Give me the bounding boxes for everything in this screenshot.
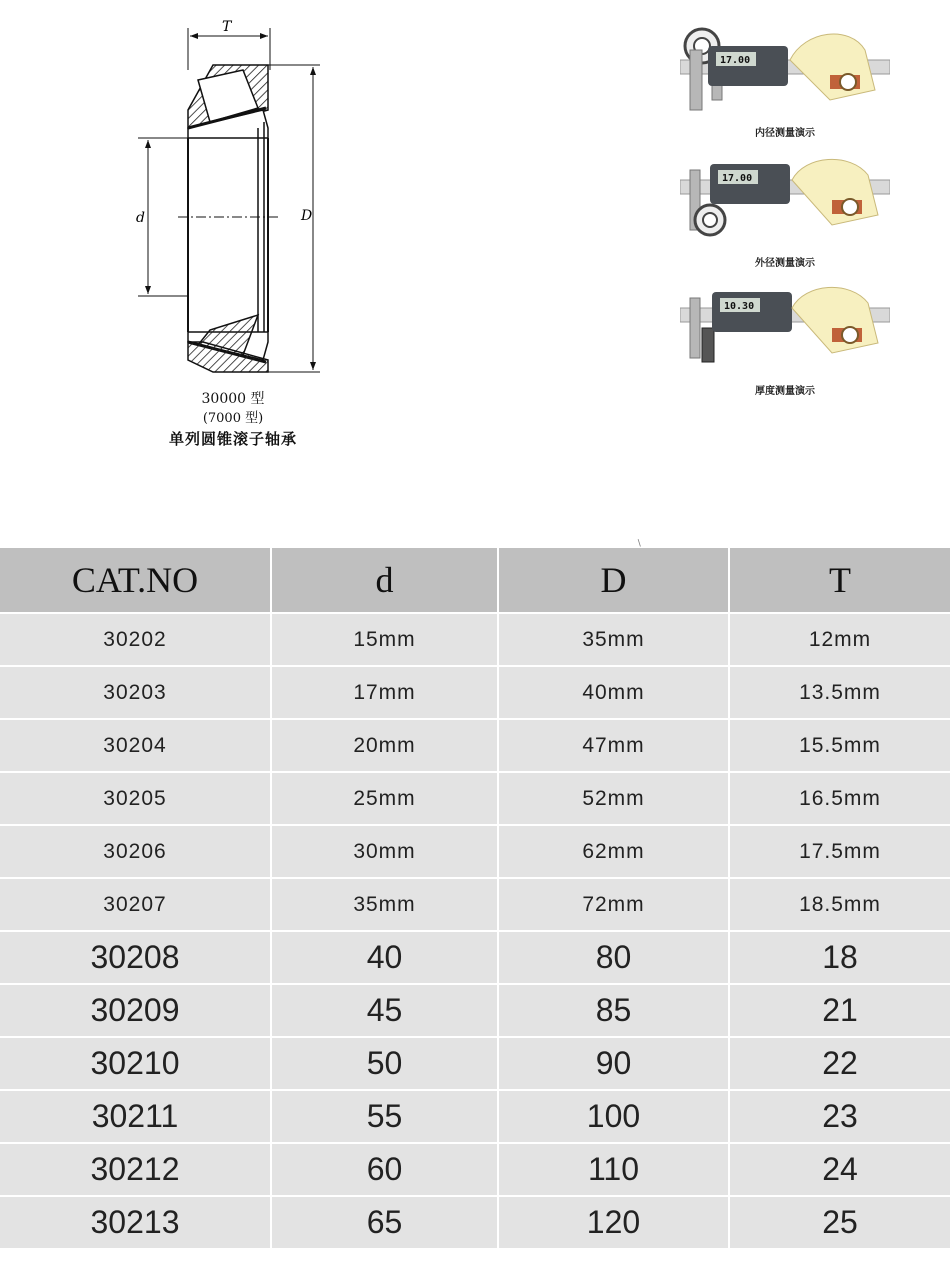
cell-T: 17.5mm: [729, 825, 950, 878]
table-row: [0, 825, 950, 878]
cell-T: 16.5mm: [729, 772, 950, 825]
cell-cat-no: 30204: [0, 719, 271, 772]
cell-T: 18: [729, 931, 950, 984]
table-row: [0, 984, 950, 1037]
cell-T: 15.5mm: [729, 719, 950, 772]
dim-D-label: D: [301, 208, 313, 224]
cell-cat-no: 30205: [0, 772, 271, 825]
header-cat-no: CAT.NO: [0, 548, 271, 613]
table-row: [0, 719, 950, 772]
cell-d: 40: [271, 931, 498, 984]
cell-d: 30mm: [271, 825, 498, 878]
cell-D: 52mm: [498, 772, 729, 825]
caliper-image: [680, 20, 890, 120]
cell-cat-no: 30206: [0, 825, 271, 878]
bearing-type-caption: 30000 型: [201, 391, 265, 407]
header-D: D: [498, 548, 729, 613]
cell-D: 110: [498, 1143, 729, 1196]
cell-D: 85: [498, 984, 729, 1037]
cell-T: 18.5mm: [729, 878, 950, 931]
header-d: d: [271, 548, 498, 613]
cell-d: 55: [271, 1090, 498, 1143]
cell-cat-no: 30209: [0, 984, 271, 1037]
caliper-reading: 17.00: [720, 55, 751, 66]
cell-cat-no: 30213: [0, 1196, 271, 1249]
cell-d: 35mm: [271, 878, 498, 931]
cell-T: 13.5mm: [729, 666, 950, 719]
header-T: T: [729, 548, 950, 613]
inner-diameter-demo: [680, 20, 890, 139]
cell-d: 25mm: [271, 772, 498, 825]
table-row: [0, 1037, 950, 1090]
cell-D: 120: [498, 1196, 729, 1249]
cell-cat-no: 30208: [0, 931, 271, 984]
cell-cat-no: 30202: [0, 613, 271, 666]
caliper-image: [680, 278, 890, 378]
bearing-spec-table: [0, 548, 950, 1250]
cell-D: 47mm: [498, 719, 729, 772]
inner-diameter-label: 内径测量演示: [755, 128, 815, 139]
cell-T: 23: [729, 1090, 950, 1143]
caliper-reading: 17.00: [722, 173, 753, 184]
table-row: [0, 1143, 950, 1196]
cell-T: 24: [729, 1143, 950, 1196]
caliper-reading: 10.30: [724, 301, 755, 312]
cell-D: 100: [498, 1090, 729, 1143]
table-row: [0, 772, 950, 825]
cell-d: 45: [271, 984, 498, 1037]
cell-d: 15mm: [271, 613, 498, 666]
cell-cat-no: 30210: [0, 1037, 271, 1090]
outer-diameter-demo: [680, 150, 890, 269]
cell-D: 40mm: [498, 666, 729, 719]
cell-D: 90: [498, 1037, 729, 1090]
cell-D: 80: [498, 931, 729, 984]
cell-d: 20mm: [271, 719, 498, 772]
table-row: [0, 666, 950, 719]
table-row: [0, 878, 950, 931]
cell-d: 17mm: [271, 666, 498, 719]
stray-mark: ∖: [636, 538, 642, 548]
table-row: [0, 1090, 950, 1143]
table-row: [0, 931, 950, 984]
cell-T: 25: [729, 1196, 950, 1249]
dim-d-label: d: [136, 210, 145, 226]
table-row: [0, 613, 950, 666]
bearing-name-caption: 单列圆锥滚子轴承: [168, 431, 297, 448]
caliper-image: [680, 150, 890, 250]
thickness-label: 厚度测量演示: [755, 386, 815, 397]
cell-cat-no: 30211: [0, 1090, 271, 1143]
cell-cat-no: 30207: [0, 878, 271, 931]
cell-T: 21: [729, 984, 950, 1037]
thickness-demo: [680, 278, 890, 397]
cell-T: 12mm: [729, 613, 950, 666]
table-header-row: [0, 548, 950, 613]
cell-cat-no: 30212: [0, 1143, 271, 1196]
cell-cat-no: 30203: [0, 666, 271, 719]
table-row: [0, 1196, 950, 1249]
cell-d: 50: [271, 1037, 498, 1090]
dim-T-label: T: [222, 19, 232, 35]
cell-d: 60: [271, 1143, 498, 1196]
cell-D: 62mm: [498, 825, 729, 878]
outer-diameter-label: 外径测量演示: [755, 258, 815, 269]
cell-D: 72mm: [498, 878, 729, 931]
cell-d: 65: [271, 1196, 498, 1249]
bearing-alt-type-caption: (7000 型): [202, 411, 264, 426]
cell-D: 35mm: [498, 613, 729, 666]
cell-T: 22: [729, 1037, 950, 1090]
